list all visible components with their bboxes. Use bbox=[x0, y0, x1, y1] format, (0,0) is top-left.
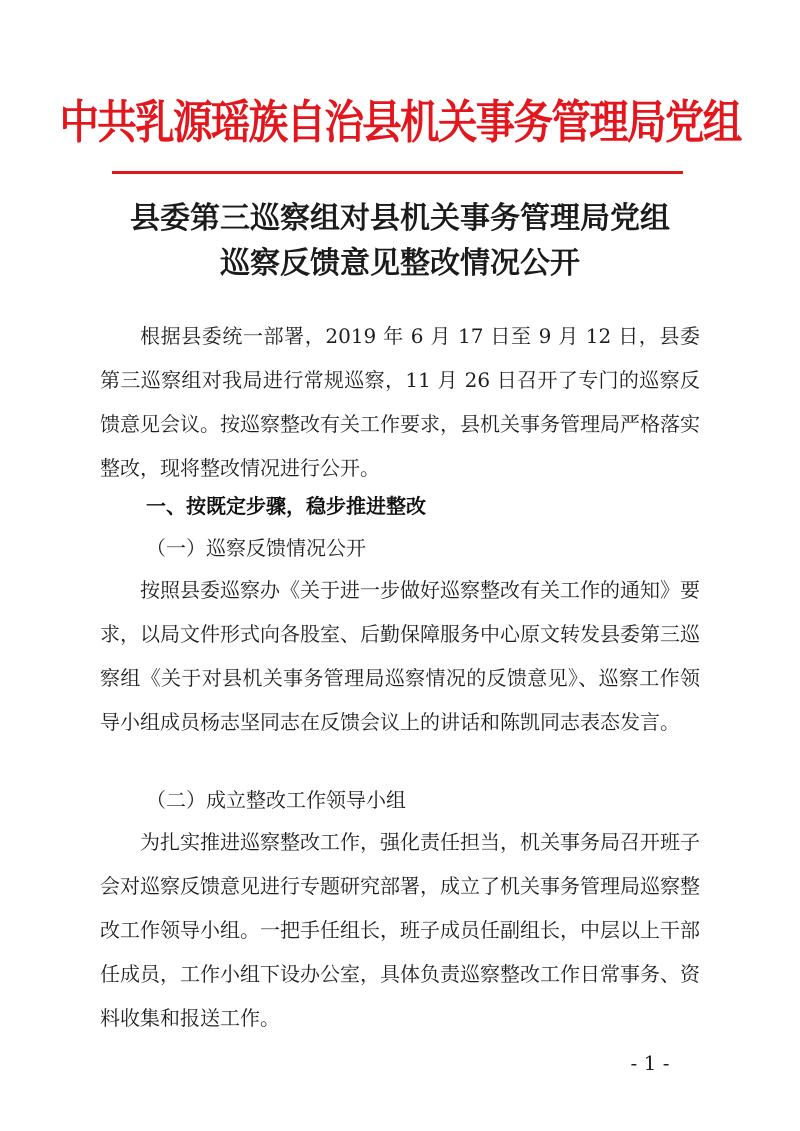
section-1-heading: 一、按既定步骤，稳步推进整改 bbox=[146, 494, 426, 518]
intro-paragraph: 根据县委统一部署，2019 年 6 月 17 日至 9 月 12 日，县委第三巡察组对我局进行常规巡察，11 月 26 日召开了专门的巡察反馈意见会议。按巡察整改有关工作要求，县机关事务管理局严格落实整改，现将整改情况进行公开。 bbox=[100, 324, 700, 480]
document-title-line-2: 巡察反馈意见整改情况公开 bbox=[220, 246, 580, 281]
document-title-line-1: 县委第三巡察组对县机关事务管理局党组 bbox=[130, 201, 670, 236]
subsection-2-heading: （二）成立整改工作领导小组 bbox=[146, 788, 406, 812]
masthead-red-rule bbox=[112, 171, 683, 174]
subsection-2-paragraph: 为扎实推进巡察整改工作，强化责任担当，机关事务局召开班子会对巡察反馈意见进行专题研究部署，成立了机关事务管理局巡察整改工作领导小组。一把手任组长，班子成员任副组长，中层以上干部任成员，工作小组下设办公室，具体负责巡察整改工作日常事务、资料收集和报送工作。 bbox=[100, 830, 700, 1030]
subsection-1-heading: （一）巡察反馈情况公开 bbox=[146, 536, 366, 560]
page-number: - 1 - bbox=[630, 1051, 670, 1075]
subsection-1-paragraph: 按照县委巡察办《关于进一步做好巡察整改有关工作的通知》要求，以局文件形式向各股室、后勤保障服务中心原文转发县委第三巡察组《关于对县机关事务管理局巡察情况的反馈意见》、巡察工作领导小组成员杨志坚同志在反馈会议上的讲话和陈凯同志表态发言。 bbox=[100, 578, 700, 734]
masthead-title: 中共乳源瑶族自治县机关事务管理局党组 bbox=[59, 95, 741, 149]
